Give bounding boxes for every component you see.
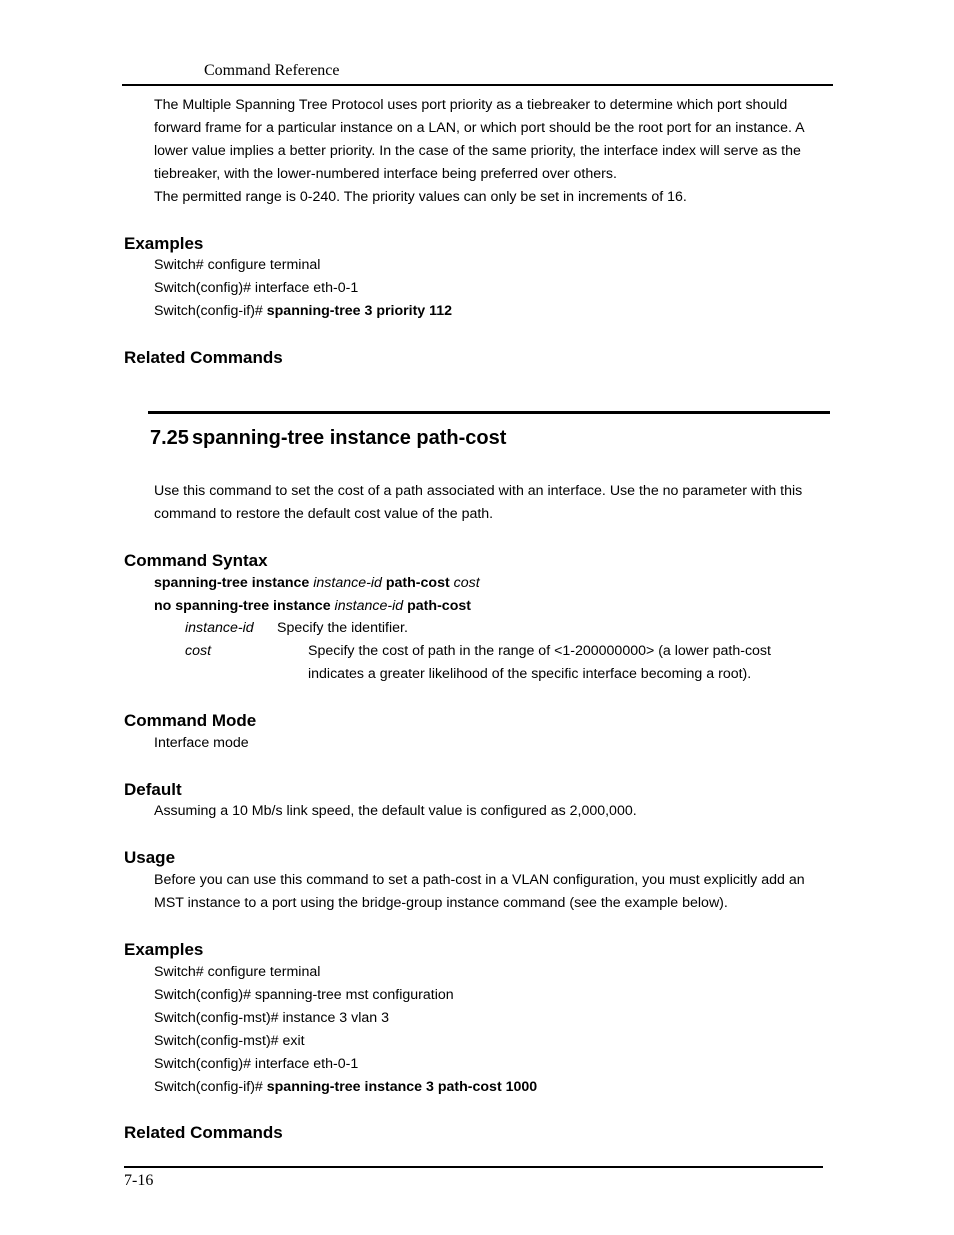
syntax-keyword: path-cost bbox=[385, 575, 450, 591]
example-line bbox=[154, 1076, 537, 1099]
example-prompt: Switch(config-if)# bbox=[154, 1079, 267, 1095]
section-title bbox=[150, 427, 506, 450]
intro-line: lower value implies a better priority. In the case of the same priority, the interface index will serve as the bbox=[154, 143, 801, 159]
example-command: spanning-tree instance 3 path-cost 1000 bbox=[266, 1079, 538, 1095]
usage-paragraph bbox=[154, 869, 805, 915]
param-name: instance-id bbox=[185, 620, 254, 636]
param-description-line: indicates a greater likelihood of the specific interface becoming a root). bbox=[308, 666, 752, 682]
param-description bbox=[308, 640, 771, 686]
syntax-keyword: no spanning-tree instance bbox=[154, 598, 331, 614]
syntax-keyword: path-cost bbox=[407, 598, 471, 614]
syntax-keyword: spanning-tree instance bbox=[154, 575, 310, 591]
syntax-argument: instance-id bbox=[334, 598, 404, 614]
example-line: Switch(config-mst)# exit bbox=[154, 1033, 305, 1049]
command-syntax-heading: Command Syntax bbox=[124, 551, 268, 570]
example-line: Switch# configure terminal bbox=[154, 257, 321, 273]
param-description: Specify the identifier. bbox=[277, 620, 408, 636]
section-name: spanning-tree instance path-cost bbox=[191, 427, 507, 449]
intro-paragraph bbox=[154, 94, 805, 209]
example-line: Switch(config-mst)# instance 3 vlan 3 bbox=[154, 1010, 389, 1026]
section-rule bbox=[148, 411, 830, 414]
syntax-argument: instance-id bbox=[313, 575, 382, 591]
example-line: Switch(config)# interface eth-0-1 bbox=[154, 1056, 359, 1072]
syntax-line bbox=[154, 572, 480, 595]
param-description-line: Specify the cost of path in the range of <1-200000000> (a lower path-cost bbox=[308, 643, 771, 659]
param-name: cost bbox=[185, 643, 212, 659]
command-mode-heading: Command Mode bbox=[124, 711, 257, 730]
default-heading: Default bbox=[124, 780, 182, 799]
intro-line: tiebreaker, with the lower-numbered interface being preferred over others. bbox=[154, 166, 617, 182]
related-commands-heading: Related Commands bbox=[124, 348, 283, 367]
intro-line: forward frame for a particular instance on a LAN, or which port should be the root port for an instance. A bbox=[154, 120, 805, 136]
examples-block bbox=[154, 961, 537, 1099]
example-command: spanning-tree 3 priority 112 bbox=[266, 303, 453, 319]
description-line: Use this command to set the cost of a path associated with an interface. Use the no parameter with this bbox=[154, 483, 803, 499]
usage-line: Before you can use this command to set a path-cost in a VLAN configuration, you must explicitly add an bbox=[154, 872, 805, 888]
default-text: Assuming a 10 Mb/s link speed, the default value is configured as 2,000,000. bbox=[154, 803, 637, 819]
description-line: command to restore the default cost value of the path. bbox=[154, 506, 494, 522]
example-line: Switch(config)# spanning-tree mst configuration bbox=[154, 987, 454, 1003]
examples-block bbox=[154, 254, 452, 323]
intro-line: The Multiple Spanning Tree Protocol uses port priority as a tiebreaker to determine which port should bbox=[154, 97, 788, 113]
command-mode-text: Interface mode bbox=[154, 735, 249, 751]
description-paragraph bbox=[154, 480, 802, 526]
example-prompt: Switch(config-if)# bbox=[154, 303, 267, 319]
syntax-argument: cost bbox=[453, 575, 480, 591]
header-rule bbox=[122, 84, 833, 86]
example-line: Switch# configure terminal bbox=[154, 964, 321, 980]
example-line: Switch(config)# interface eth-0-1 bbox=[154, 280, 359, 296]
section-number: 7.25 bbox=[150, 427, 189, 449]
examples-heading: Examples bbox=[124, 940, 204, 959]
syntax-line-no bbox=[154, 595, 471, 618]
footer-rule bbox=[124, 1166, 823, 1168]
running-header-title: Command Reference bbox=[204, 62, 340, 79]
examples-heading: Examples bbox=[124, 234, 204, 253]
usage-heading: Usage bbox=[124, 848, 176, 867]
page-number: 7-16 bbox=[124, 1172, 154, 1189]
related-commands-heading: Related Commands bbox=[124, 1123, 283, 1142]
usage-line: MST instance to a port using the bridge-group instance command (see the example below). bbox=[154, 895, 728, 911]
intro-line: The permitted range is 0-240. The priority values can only be set in increments of 16. bbox=[154, 189, 687, 205]
example-line bbox=[154, 300, 452, 323]
